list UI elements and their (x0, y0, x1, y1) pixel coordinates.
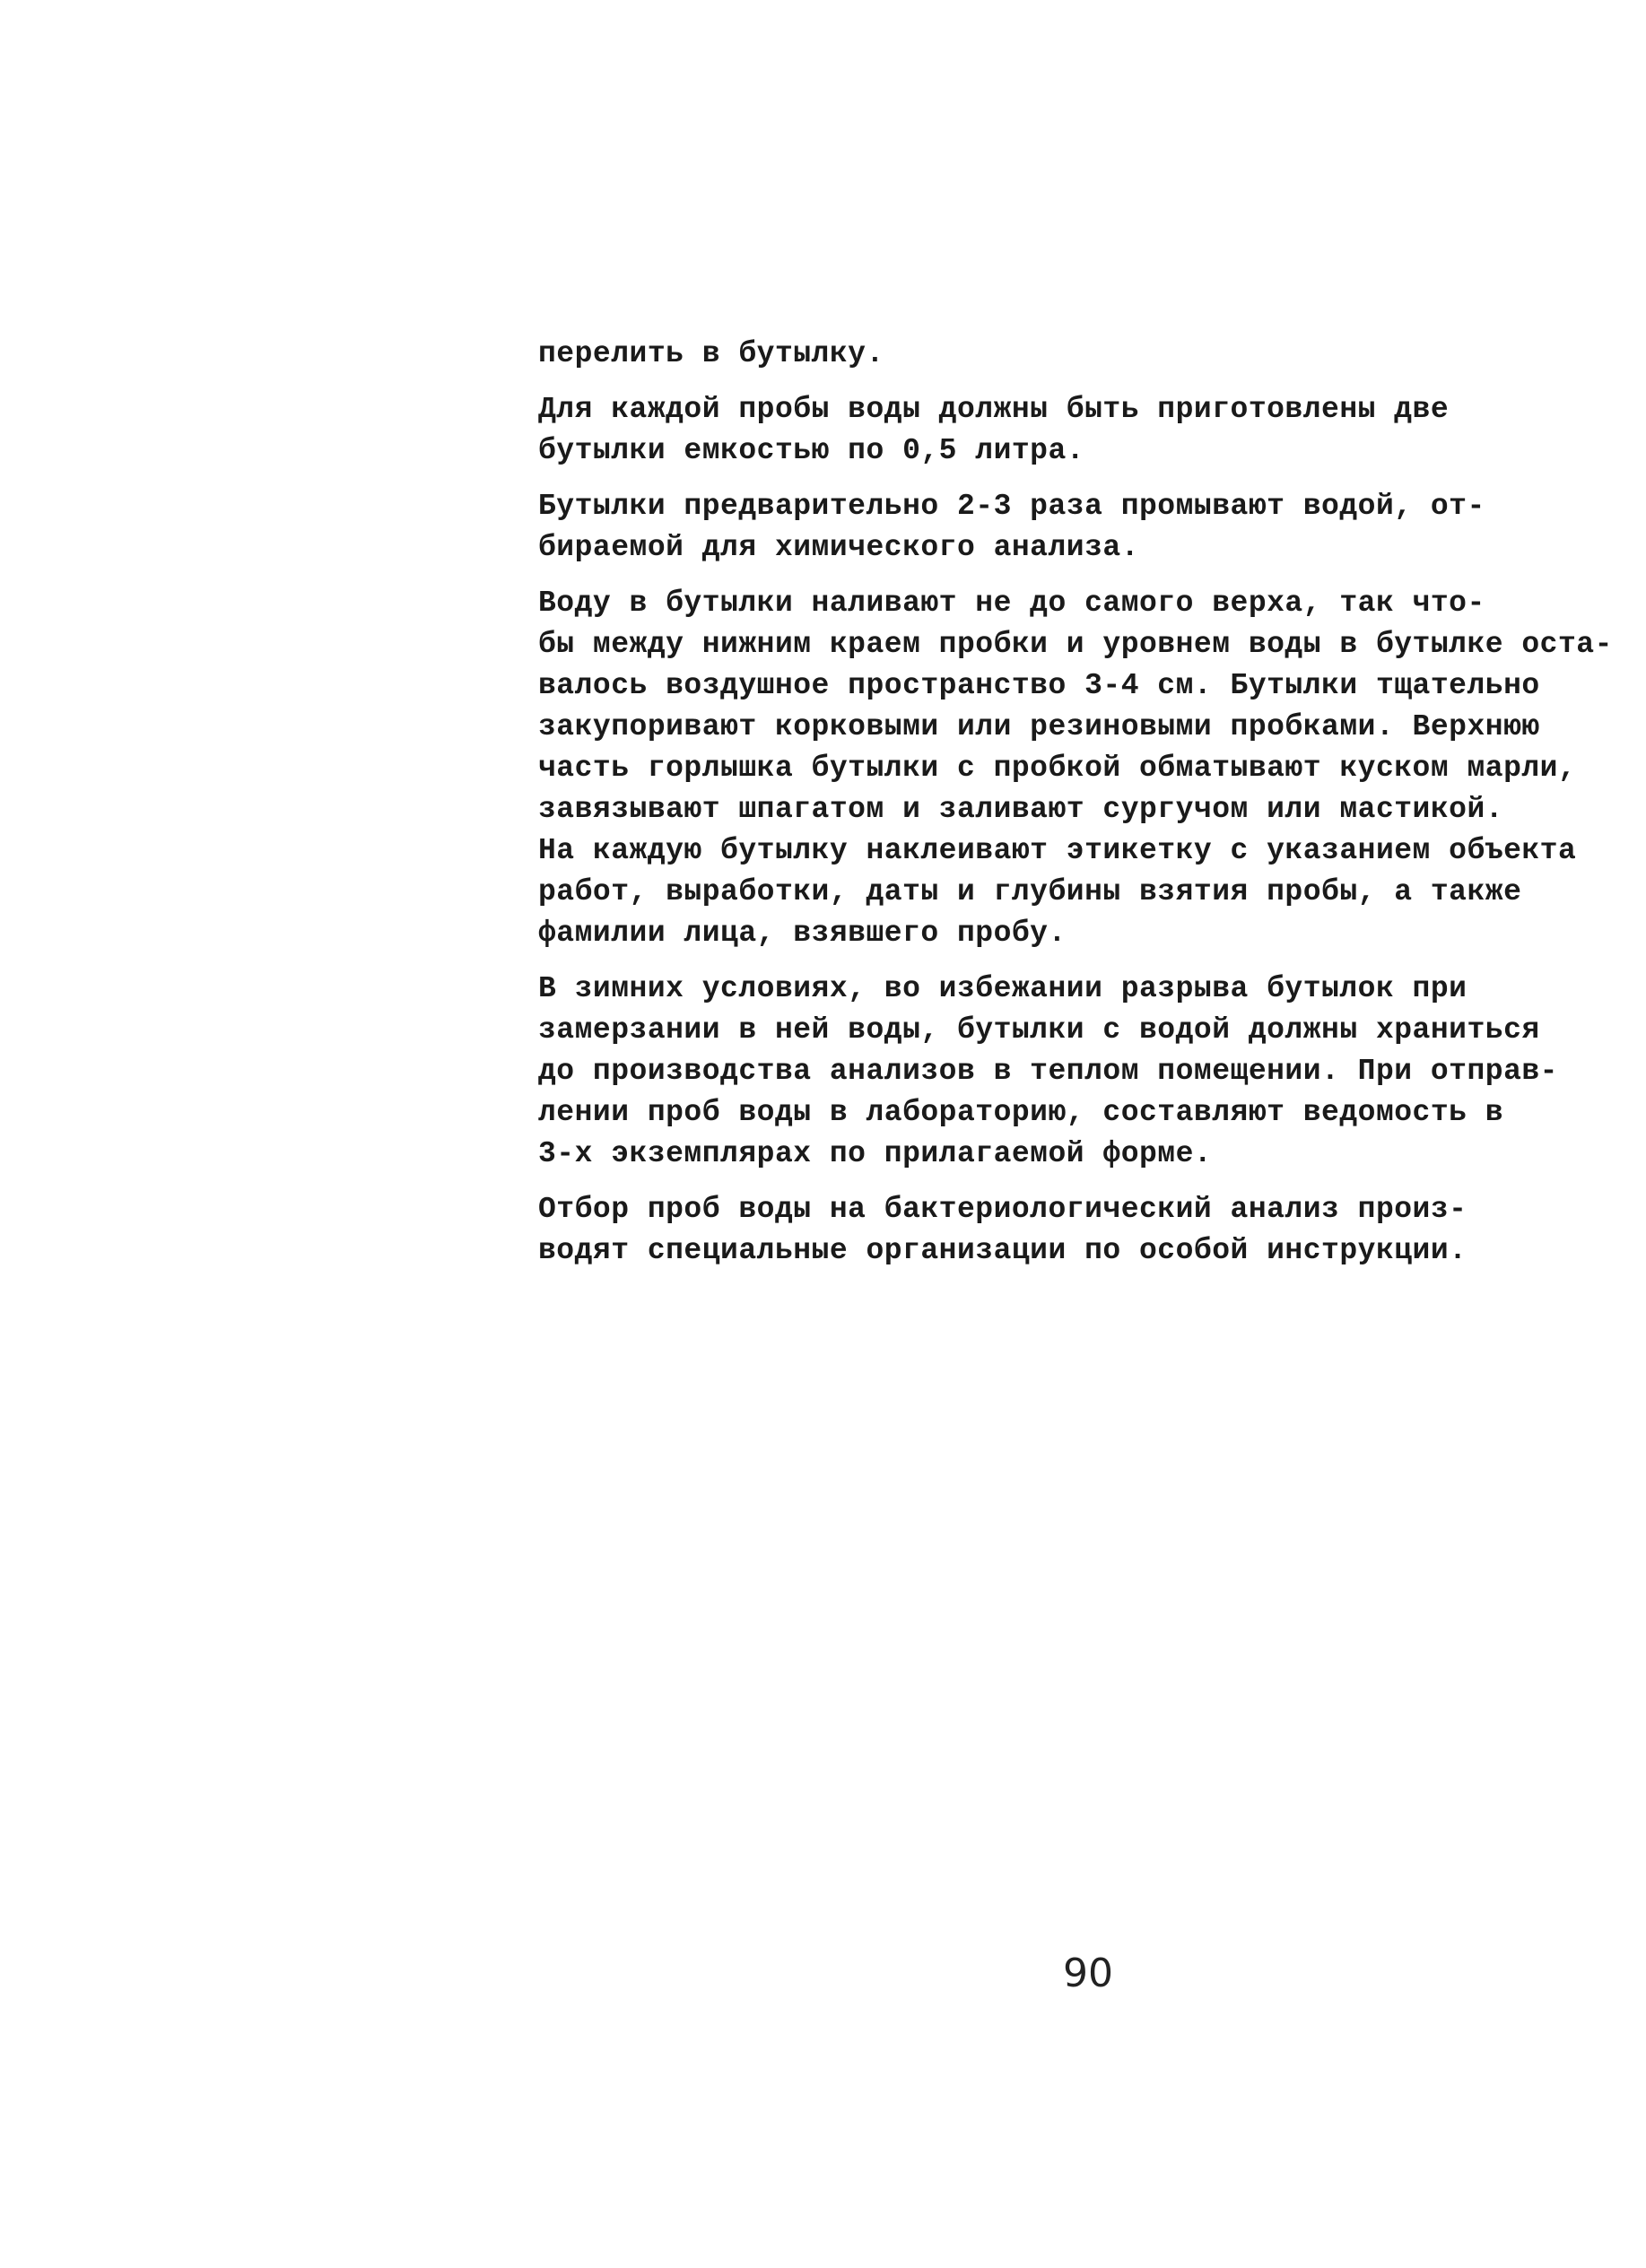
text-line: Отбор проб воды на бактериологический анализ произ- (538, 1193, 1467, 1226)
paragraph-2 (538, 389, 1588, 472)
text-line: водят специальные организации по особой инструкции. (538, 1234, 1467, 1267)
text-line: завязывают шпагатом и заливают сургучом или мастикой. (538, 793, 1504, 826)
text-line: 3-х экземплярах по прилагаемой форме. (538, 1137, 1213, 1170)
paragraph-5 (538, 969, 1588, 1175)
paragraph-1 (538, 334, 1588, 375)
text-line: фамилии лица, взявшего пробу. (538, 917, 1067, 950)
page-number: 90 (1063, 1951, 1113, 1996)
text-line: Для каждой пробы воды должны быть приготовлены две (538, 393, 1450, 426)
paragraph-4 (538, 583, 1613, 954)
text-line: замерзании в ней воды, бутылки с водой должны храниться (538, 1013, 1540, 1047)
text-line: Бутылки предварительно 2-3 раза промывают водой, от- (538, 490, 1485, 523)
text-line: На каждую бутылку наклеивают этикетку с указанием объекта (538, 834, 1577, 867)
text-line: валось воздушное пространство 3-4 см. Бутылки тщательно (538, 669, 1540, 702)
text-line: бутылки емкостью по 0,5 литра. (538, 434, 1085, 467)
text-line: закупоривают корковыми или резиновыми пробками. Верхнюю (538, 710, 1540, 743)
text-line: лении проб воды в лабораторию, составляют ведомость в (538, 1096, 1504, 1129)
text-line: В зимних условиях, во избежании разрыва бутылок при (538, 972, 1467, 1005)
text-line: работ, выработки, даты и глубины взятия пробы, а также (538, 875, 1522, 908)
text-line: до производства анализов в теплом помещении. При отправ- (538, 1055, 1558, 1088)
body-text (538, 334, 1613, 1272)
text-line: перелить в бутылку. (538, 337, 884, 370)
text-line: бираемой для химического анализа. (538, 531, 1140, 564)
text-line: Воду в бутылки наливают не до самого верха, так что- (538, 587, 1485, 620)
text-line: часть горлышка бутылки с пробкой обматывают куском марли, (538, 752, 1577, 785)
paragraph-6 (538, 1189, 1588, 1272)
paragraph-3 (538, 486, 1588, 569)
text-line: бы между нижним краем пробки и уровнем воды в бутылке оста- (538, 628, 1613, 661)
